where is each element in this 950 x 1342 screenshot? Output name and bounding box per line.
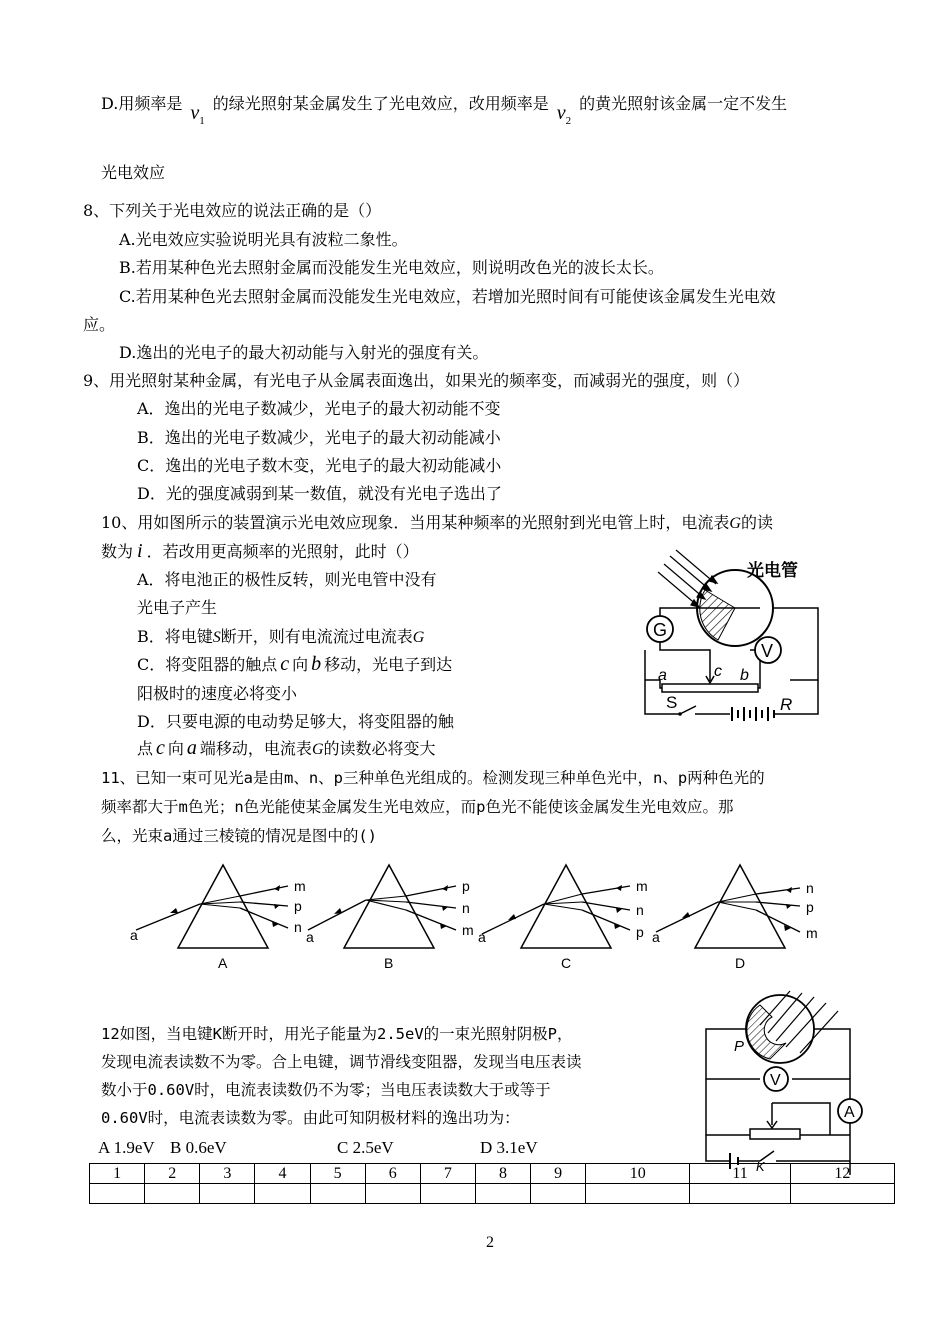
q12-line-2: 发现电流表读数不为零。合上电键，调节滑线变阻器，发现当电压表读 [101, 1053, 582, 1071]
q9-option-d: D．光的强度减弱到某一数值，就没有光电子选出了 [137, 484, 502, 503]
answer-col-7: 7 [420, 1164, 475, 1184]
answer-col-12: 12 [790, 1164, 894, 1184]
page-number: 2 [486, 1234, 494, 1251]
answer-col-1: 1 [90, 1164, 145, 1184]
q8-option-b: B.若用某种色光去照射金属而没能发生光电效应，则说明改色光的波长太长。 [119, 258, 664, 277]
answer-cell[interactable] [690, 1184, 791, 1204]
answer-col-8: 8 [475, 1164, 530, 1184]
q8-option-c: C.若用某种色光去照射金属而没能发生光电效应，若增加光照时间有可能使该金属发生光电效 [119, 287, 776, 306]
svg-text:V: V [761, 641, 774, 661]
q7-d-text-3: 的黄光照射该金属一定不发生 [579, 94, 788, 113]
answer-cell[interactable] [200, 1184, 255, 1204]
q7-d-text-2: 的绿光照射某金属发生了光电效应，改用频率是 [212, 94, 549, 113]
answer-cell[interactable] [586, 1184, 690, 1204]
q8-option-a: A.光电效应实验说明光具有波粒二象性。 [119, 230, 408, 249]
q10-option-b: B．将电键S断开，则有电流流过电流表G [137, 627, 425, 646]
svg-text:S: S [666, 693, 678, 712]
prism-figure-b [304, 860, 504, 970]
q7-d-text-1: D.用频率是 [101, 94, 183, 113]
q12-line-4: 0.60V时，电流表读数为零。由此可知阴极材料的逸出功为： [101, 1109, 520, 1127]
answer-table-header-row [90, 1164, 895, 1184]
answer-col-4: 4 [255, 1164, 310, 1184]
battery [732, 707, 774, 721]
phototube-circuit-figure [640, 548, 840, 723]
svg-text:b: b [740, 667, 749, 684]
svg-text:G: G [653, 620, 668, 640]
slide-rheostat [750, 1129, 800, 1139]
rheostat [662, 684, 758, 692]
answer-cell[interactable] [365, 1184, 420, 1204]
q7-d-continuation: 光电效应 [101, 163, 166, 182]
svg-text:m: m [806, 925, 818, 941]
q12-line-3: 数小于0.60V时，电流表读数仍不为零；当电压表读数大于或等于 [101, 1081, 551, 1099]
nu2-symbol: $\nu_2$ [556, 102, 572, 127]
svg-text:n: n [462, 900, 470, 916]
prism-figure-c [476, 860, 676, 970]
nu1-symbol: $\nu_1$ [190, 102, 205, 127]
svg-text:V: V [770, 1072, 781, 1089]
ray-label-p: p [294, 898, 302, 914]
q10-option-a-cont: 光电子产生 [137, 598, 218, 617]
q7-option-d [101, 93, 788, 127]
prism-label-a: A [218, 955, 228, 971]
switch-s [680, 706, 696, 714]
q12-line-1: 12如图，当电键K断开时，用光子能量为2.5eV的一束光照射阴极P， [101, 1025, 573, 1043]
answer-table-input-row [90, 1184, 895, 1204]
q9-option-c: C．逸出的光电子数木变，光电子的最大初动能减小 [137, 456, 502, 475]
ray-label-a: a [130, 927, 138, 943]
answer-table [89, 1163, 895, 1204]
q10-stem-line-2: 数为 i ．若改用更高频率的光照射，此时（） [101, 540, 419, 562]
answer-cell[interactable] [90, 1184, 145, 1204]
prism-figure-a [128, 860, 328, 970]
svg-text:a: a [478, 929, 486, 945]
svg-text:n: n [806, 880, 814, 896]
q12-option-a: A 1.9eV [98, 1138, 155, 1157]
q10-option-a: A．将电池正的极性反转，则光电管中没有 [137, 570, 437, 589]
answer-col-11: 11 [690, 1164, 791, 1184]
q10-option-c: C．将变阻器的触点 c 向 b 移动，光电子到达 [137, 653, 453, 675]
answer-col-6: 6 [365, 1164, 420, 1184]
photocell-circuit-figure [700, 985, 880, 1175]
answer-col-2: 2 [145, 1164, 200, 1184]
answer-cell[interactable] [255, 1184, 310, 1204]
q9-stem: 9、用光照射某种金属，有光电子从金属表面逸出，如果光的频率变，而减弱光的强度，则（） [83, 371, 750, 390]
cathode-label-p: P [734, 1038, 745, 1055]
ray-label-m: m [294, 878, 306, 894]
answer-cell[interactable] [420, 1184, 475, 1204]
q12-option-b: B 0.6eV [170, 1138, 227, 1157]
svg-text:c: c [714, 663, 722, 680]
answer-cell[interactable] [790, 1184, 894, 1204]
prism-figure-d [650, 860, 850, 970]
svg-text:p: p [806, 899, 814, 915]
q12-option-d: D 3.1eV [480, 1138, 538, 1157]
answer-col-10: 10 [586, 1164, 690, 1184]
q8-option-c-cont: 应。 [83, 315, 116, 334]
q11-line-2: 频率都大于m色光；n色光能使某金属发生光电效应，而p色光不能使该金属发生光电效应。那 [101, 798, 734, 816]
q9-option-b: B．逸出的光电子数减少，光电子的最大初动能减小 [137, 428, 501, 447]
answer-col-9: 9 [531, 1164, 586, 1184]
answer-cell[interactable] [145, 1184, 200, 1204]
prism-label-d: D [735, 955, 746, 971]
svg-text:n: n [636, 902, 644, 918]
answer-col-3: 3 [200, 1164, 255, 1184]
svg-text:p: p [636, 924, 644, 940]
answer-cell[interactable] [531, 1184, 586, 1204]
svg-text:R: R [780, 695, 793, 714]
svg-text:K: K [756, 1159, 765, 1174]
svg-text:a: a [652, 929, 660, 945]
q10-option-c-cont: 阳极时的速度必将变小 [137, 684, 298, 703]
q10-option-d: D．只要电源的电动势足够大，将变阻器的触 [137, 712, 454, 731]
q8-stem: 8、下列关于光电效应的说法正确的是（） [83, 201, 382, 220]
q11-line-1: 11、已知一束可见光a是由m、n、p三种单色光组成的。检测发现三种单色光中，n、p两种色光的 [101, 769, 765, 787]
answer-cell[interactable] [475, 1184, 530, 1204]
answer-col-5: 5 [310, 1164, 365, 1184]
svg-text:m: m [462, 922, 474, 938]
svg-text:A: A [844, 1104, 855, 1121]
prism-label-b: B [384, 955, 394, 971]
q9-option-a: A．逸出的光电子数减少，光电子的最大初动能不变 [137, 399, 501, 418]
q8-option-d: D.逸出的光电子的最大初动能与入射光的强度有关。 [119, 343, 489, 362]
q12-option-c: C 2.5eV [337, 1138, 394, 1157]
answer-cell[interactable] [310, 1184, 365, 1204]
prism-label-c: C [561, 955, 572, 971]
q11-line-3: 么，光束a通过三棱镜的情况是图中的() [101, 827, 377, 845]
cathode-p [747, 1005, 786, 1059]
svg-text:m: m [636, 878, 648, 894]
svg-text:a: a [658, 667, 667, 684]
svg-text:a: a [306, 929, 314, 945]
ray-label-n: n [294, 919, 302, 935]
q10-stem-line-1: 10、用如图所示的装置演示光电效应现象．当用某种频率的光照射到光电管上时，电流表G的读 [101, 513, 773, 532]
phototube-label: 光电管 [747, 561, 798, 580]
q10-option-d-cont: 点 c 向 a 端移动，电流表G的读数必将变大 [137, 737, 436, 759]
svg-text:p: p [462, 878, 470, 894]
